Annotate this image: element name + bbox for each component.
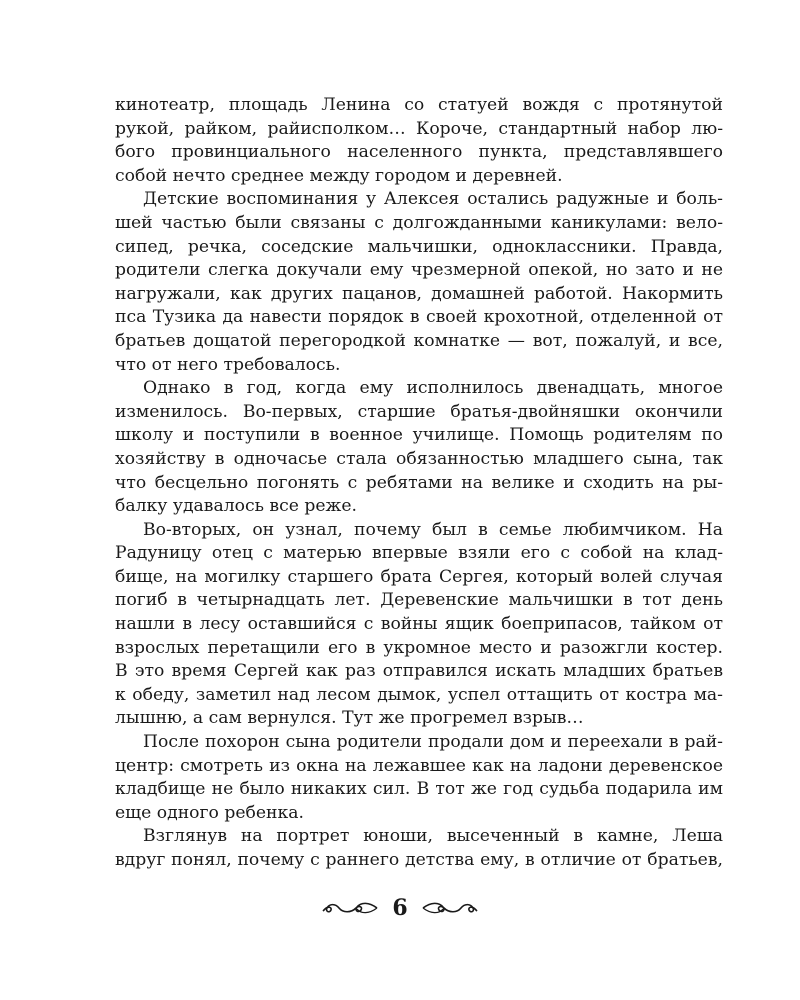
paragraph [115, 188, 723, 377]
flourish-left-icon [321, 900, 379, 916]
text-line: родители слегка докучали ему чрезмерной опекой, но зато и не [115, 260, 723, 281]
text-line: изменилось. Во-первых, старшие братья-двойняшки окончили [115, 401, 723, 422]
text-line: лышню, а сам вернулся. Тут же прогремел взрыв… [115, 708, 584, 729]
text-line: взрослых перетащили его в укромное место и разожгли костер. [115, 637, 723, 658]
text-line: После похорон сына родители продали дом и переехали в рай- [143, 732, 723, 753]
text-line: что бесцельно погонять с ребятами на велике и сходить на ры- [115, 472, 723, 493]
text-line: еще одного ребенка. [115, 802, 304, 823]
text-line: собой нечто среднее между городом и деревней. [115, 165, 563, 186]
text-line: центр: смотреть из окна на лежавшее как на ладони деревенское [115, 755, 723, 776]
text-line: Детские воспоминания у Алексея остались радужные и боль- [143, 189, 723, 210]
text-line: бого провинциального населенного пункта, представлявшего [115, 142, 723, 163]
page-number: 6 [392, 895, 408, 921]
text-line: к обеду, заметил над лесом дымок, успел оттащить от костра ма- [115, 684, 723, 705]
paragraph [115, 94, 723, 188]
text-line: пса Тузика да навести порядок в своей крохотной, отделенной от [115, 307, 723, 328]
paragraph [115, 731, 723, 825]
text-line: Взглянув на портрет юноши, высеченный в камне, Леша [143, 826, 723, 847]
text-line: сипед, речка, соседские мальчишки, одноклассники. Правда, [115, 236, 723, 257]
text-line: В это время Сергей как раз отправился искать младших братьев [115, 661, 723, 682]
text-line: нагружали, как других пацанов, домашней работой. Накормить [115, 283, 723, 304]
text-line: шей частью были связаны с долгожданными каникулами: вело- [115, 212, 723, 233]
paragraph [115, 377, 723, 519]
text-line: балку удавалось все реже. [115, 496, 357, 517]
text-line: кинотеатр, площадь Ленина со статуей вождя с протянутой [115, 95, 723, 115]
text-line: школу и поступили в военное училище. Помощь родителям по [115, 425, 723, 446]
text-line: вдруг понял, почему с раннего детства ему, в отличие от братьев, [115, 850, 723, 870]
text-line: Во-вторых, он узнал, почему был в семье любимчиком. На [143, 519, 723, 540]
page-text [115, 94, 723, 873]
text-line: погиб в четырнадцать лет. Деревенские мальчишки в тот день [115, 590, 723, 611]
text-line: Однако в год, когда ему исполнилось двенадцать, многое [143, 378, 723, 399]
text-line: хозяйству в одночасье стала обязанностью младшего сына, так [115, 448, 723, 469]
text-line: Радуницу отец с матерью впервые взяли его с собой на клад- [115, 543, 723, 564]
paragraph [115, 519, 723, 731]
text-line: братьев дощатой перегородкой комнатке — вот, пожалуй, и все, [115, 330, 723, 351]
text-line: нашли в лесу оставшийся с войны ящик боеприпасов, тайком от [115, 614, 723, 635]
flourish-right-icon [421, 900, 479, 916]
text-line: кладбище не было никаких сил. В тот же год судьба подарила им [115, 779, 723, 800]
text-line: бище, на могилку старшего брата Сергея, который волей случая [115, 566, 723, 587]
text-line: что от него требовалось. [115, 354, 341, 375]
paragraph [115, 825, 723, 872]
text-line: рукой, райком, райисполком… Короче, стандартный набор лю- [115, 118, 723, 139]
page-footer [0, 893, 800, 922]
